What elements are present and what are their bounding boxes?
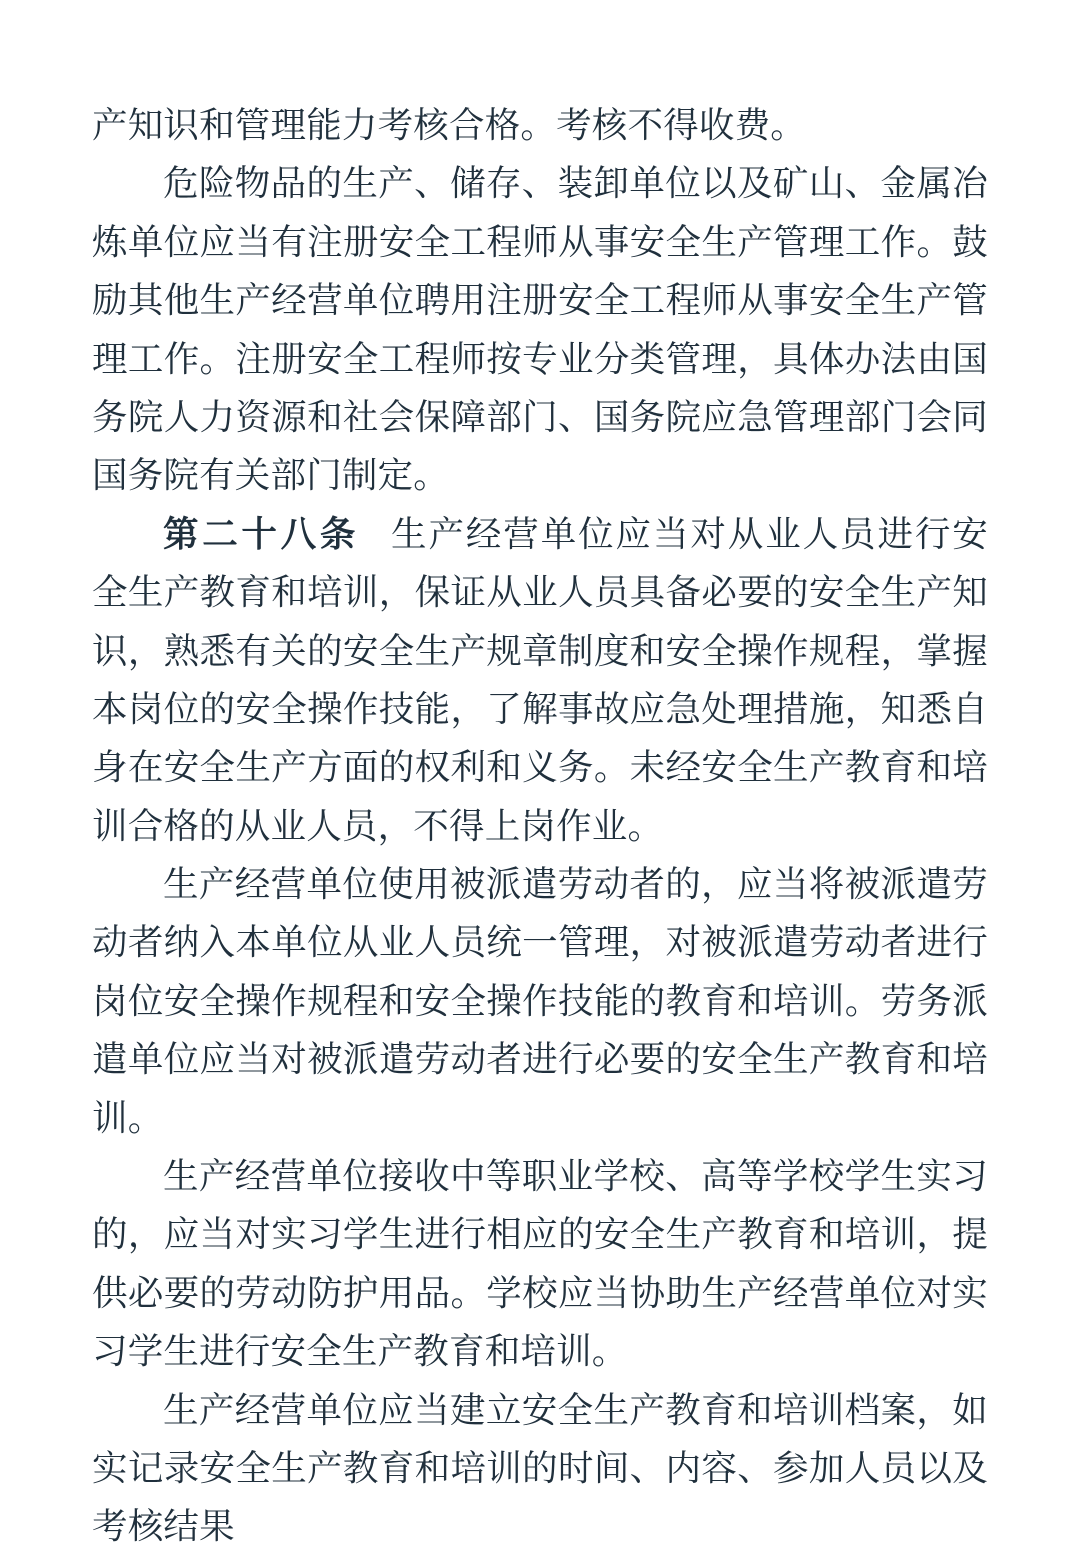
document-body: [92, 96, 988, 1556]
paragraph-article-28: [92, 505, 988, 855]
paragraph-training-records: [92, 1381, 988, 1556]
paragraph-text: 生产经营单位应当建立安全生产教育和培训档案，如实记录安全生产教育和培训的时间、内容、参加人员以及考核结果: [92, 1389, 988, 1547]
paragraph-text: 生产经营单位应当对从业人员进行安全生产教育和培训，保证从业人员具备必要的安全生产知识，熟悉有关的安全生产规章制度和安全操作规程，掌握本岗位的安全操作技能，了解事故应急处理措施，知悉自身在安全生产方面的权利和义务。未经安全生产教育和培训合格的从业人员，不得上岗作业。: [92, 513, 988, 846]
paragraph-dispatched-workers: [92, 855, 988, 1147]
paragraph-text: 生产经营单位接收中等职业学校、高等学校学生实习的，应当对实习学生进行相应的安全生产教育和培训，提供必要的劳动防护用品。学校应当协助生产经营单位对实习学生进行安全生产教育和培训。: [92, 1156, 988, 1372]
paragraph-interns: [92, 1147, 988, 1381]
paragraph-continuation: [92, 96, 988, 154]
paragraph-text: 危险物品的生产、储存、装卸单位以及矿山、金属冶炼单位应当有注册安全工程师从事安全生产管理工作。鼓励其他生产经营单位聘用注册安全工程师从事安全生产管理工作。注册安全工程师按专业分类管理，具体办法由国务院人力资源和社会保障部门、国务院应急管理部门会同国务院有关部门制定。: [92, 163, 988, 496]
article-number-label: 第二十八条: [163, 513, 360, 554]
paragraph-text: 产知识和管理能力考核合格。考核不得收费。: [92, 105, 807, 145]
paragraph-registered-safety-engineer: [92, 154, 988, 504]
paragraph-text: 生产经营单位使用被派遣劳动者的，应当将被派遣劳动者纳入本单位从业人员统一管理，对被派遣劳动者进行岗位安全操作规程和安全操作技能的教育和培训。劳务派遣单位应当对被派遣劳动者进行必要的安全生产教育和培训。: [92, 864, 988, 1138]
